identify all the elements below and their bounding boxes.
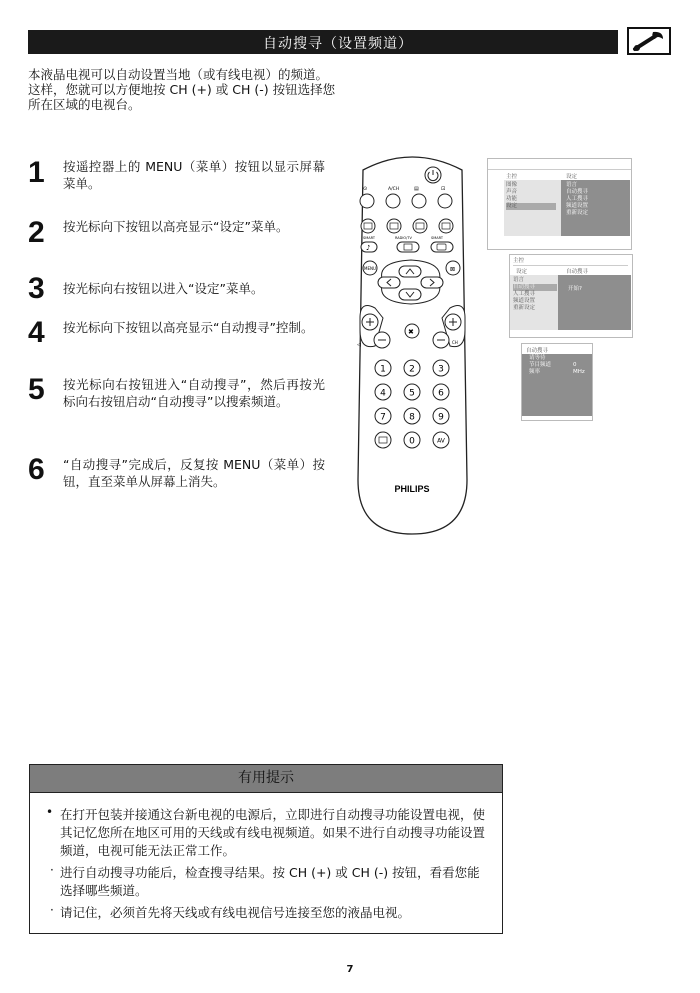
menu2-col1-item: 自动搜寻: [513, 284, 557, 291]
menu2-col1-item: 人工搜寻: [513, 291, 536, 297]
tip-item-3: 请记住，必须首先将天线或有线电视信号连接至您的液晶电视。: [60, 905, 411, 920]
menu2-col2-title: 自动搜寻: [566, 269, 589, 275]
svg-text:⊙: ⊙: [363, 186, 368, 192]
remote-label-ach: A/CH: [388, 187, 400, 192]
page-number: 7: [346, 964, 354, 975]
menu-screenshot-3: [521, 343, 593, 421]
remote-control-illustration: [355, 150, 470, 535]
menu2-col1-item: 频道设置: [513, 298, 536, 304]
step-3-number: 3: [28, 272, 45, 305]
menu2-top-title: 主控: [513, 258, 525, 264]
menu1-col1-item: 声音: [506, 189, 518, 195]
digit-3: 3: [438, 364, 444, 375]
step-5-text: 按光标向右按钮进入“自动搜寻”，然后再按光标向右按钮启动“自动搜寻”以搜索频道。: [63, 377, 325, 409]
menu3-title: 自动搜寻: [526, 348, 549, 354]
tips-title: 有用提示: [30, 765, 502, 793]
remote-label-smart-2: SMART: [431, 236, 443, 240]
menu1-col2-item: 频道设置: [566, 203, 589, 209]
menu1-col1-item: 图像: [506, 182, 518, 188]
menu2-col1-title: 设定: [516, 269, 528, 275]
intro-paragraph: 本液晶电视可以自动设置当地（或有线电视）的频道。这样，您就可以方便地按 CH (+) 或 CH (-) 按钮选择您所在区域的电视台。: [28, 67, 336, 112]
step-2-number: 2: [28, 216, 45, 249]
remote-label-radio: RADIO/TV: [395, 236, 412, 240]
menu-screenshot-1: [487, 158, 632, 250]
menu3-row-label: 请等待: [529, 355, 546, 361]
section-title: 自动搜寻（设置频道）: [263, 36, 413, 52]
tip-item-1: 在打开包装并接通这台新电视的电源后，立即进行自动搜寻功能设置电视，使其记忆您所在地区可用的天线或有线电视频道。如果不进行自动搜寻功能设置频道，电视可能无法正常工作。: [60, 807, 486, 858]
digit-2: 2: [409, 364, 415, 375]
menu1-col2-item: 重新设定: [566, 210, 589, 216]
brand-logo: PHILIPS: [394, 484, 430, 494]
remote-menu-label: MENU: [364, 266, 376, 271]
svg-text:✖: ✖: [408, 328, 414, 336]
remote-label-smart-1: SMART: [363, 236, 375, 240]
remote-ch-label: CH: [452, 340, 458, 345]
bullet-icon: •: [46, 805, 54, 819]
section-header-bar: [28, 30, 618, 54]
step-4-text: 按光标向下按钮以高亮显示“自动搜寻”控制。: [63, 320, 314, 335]
step-1-text: 按遥控器上的 MENU（菜单）按钮以显示屏幕菜单。: [63, 159, 325, 191]
menu3-row-value: MHz: [573, 369, 585, 375]
menu3-row-value: 0: [573, 362, 577, 368]
digit-8: 8: [409, 412, 415, 423]
digit-5: 5: [409, 388, 415, 399]
tip-item-2: 进行自动搜寻功能后，检查搜寻结果。按 CH (+) 或 CH (-) 按钮，看看您能选择哪些频道。: [60, 865, 480, 898]
svg-text:♪: ♪: [366, 244, 371, 252]
menu2-col1-item: 语言: [513, 277, 525, 283]
digit-9: 9: [438, 412, 444, 423]
svg-text:▤: ▤: [414, 186, 419, 192]
menu2-start-value: 开始?: [568, 286, 582, 292]
menu1-col1-item: 设定: [506, 203, 556, 210]
menu1-col2-item: 语言: [566, 182, 578, 188]
digit-1: 1: [380, 364, 386, 375]
step-6-text: “自动搜寻”完成后，反复按 MENU（菜单）按钮，直至菜单从屏幕上消失。: [63, 457, 325, 489]
svg-text:⊡: ⊡: [441, 186, 446, 192]
menu3-row-label: 节目频道: [529, 362, 552, 368]
svg-text:◁: ◁: [357, 342, 361, 348]
bullet-icon: ·: [50, 863, 54, 877]
wrench-icon: [627, 27, 671, 55]
menu3-row-label: 频率: [529, 369, 541, 375]
step-5-number: 5: [28, 373, 45, 406]
tips-box: [29, 764, 503, 934]
menu1-col1-title: 主控: [506, 174, 518, 180]
digit-4: 4: [380, 388, 386, 399]
bullet-icon: ·: [50, 903, 54, 917]
menu-screenshot-2: [509, 254, 633, 338]
step-6-number: 6: [28, 453, 45, 486]
svg-text:⊠: ⊠: [450, 266, 456, 273]
step-2-text: 按光标向下按钮以高亮显示“设定”菜单。: [63, 219, 289, 234]
menu1-col2-title: 设定: [566, 174, 578, 180]
digit-7: 7: [380, 412, 386, 423]
menu1-col1-item: 功能: [506, 196, 518, 202]
step-1-number: 1: [28, 156, 45, 189]
av-button-label: AV: [437, 437, 445, 445]
step-3-text: 按光标向右按钮以进入“设定”菜单。: [63, 281, 264, 296]
digit-6: 6: [438, 388, 444, 399]
menu1-col2-item: 自动搜寻: [566, 189, 589, 195]
digit-0: 0: [409, 436, 415, 447]
step-4-number: 4: [28, 316, 45, 349]
menu2-col1-item: 重新设定: [513, 305, 536, 311]
menu1-col2-item: 人工搜寻: [566, 196, 589, 202]
